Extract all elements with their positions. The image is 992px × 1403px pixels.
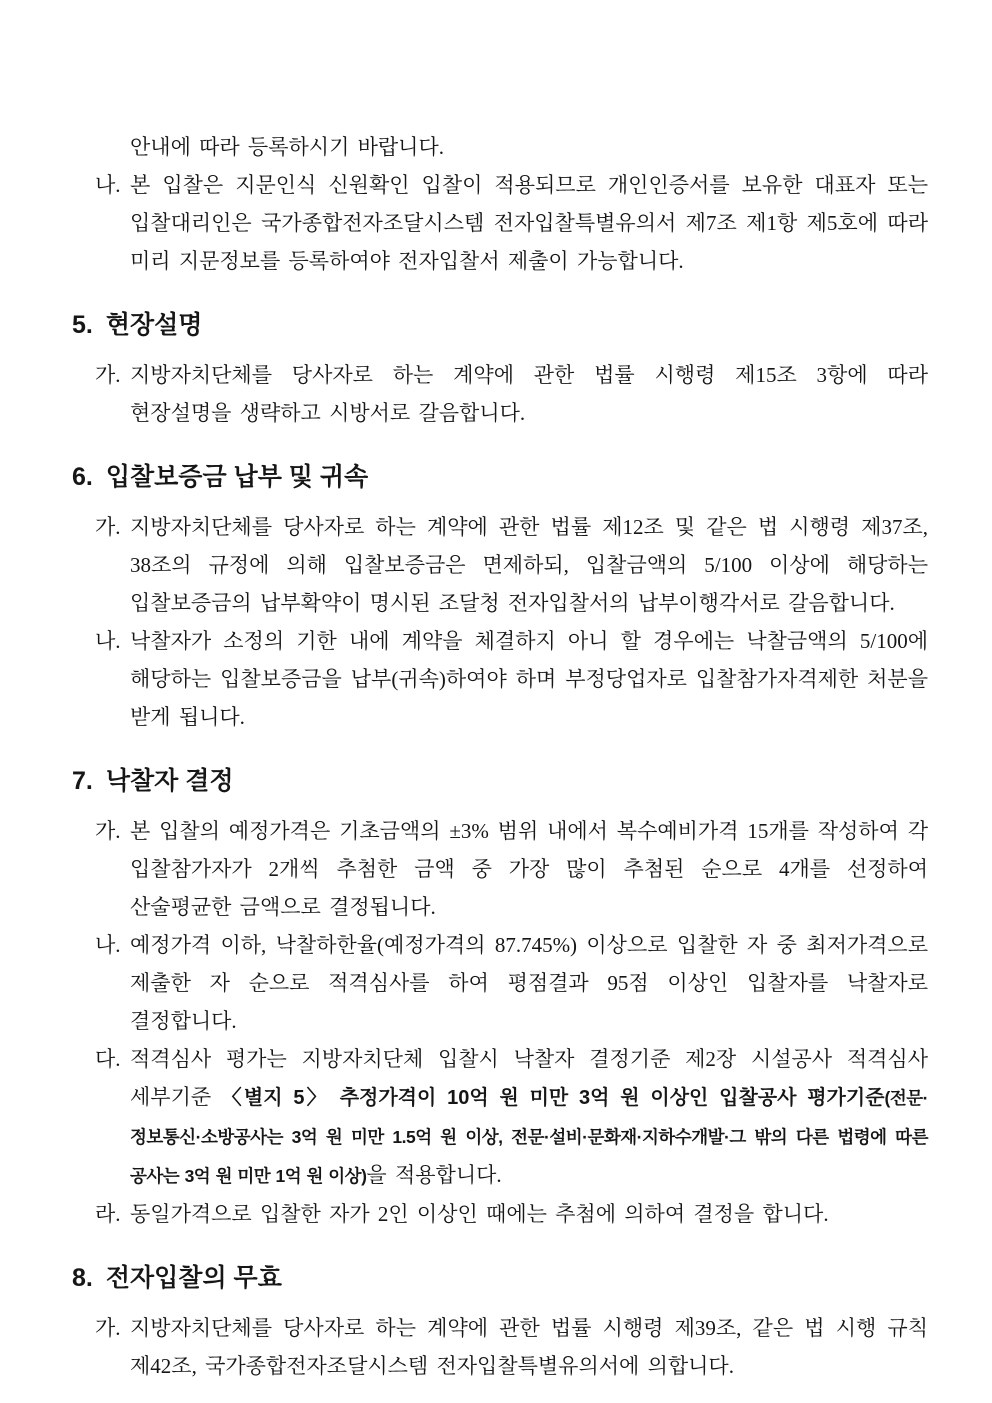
- list-item: [95, 166, 928, 280]
- section-title: 입찰보증금 납부 및 귀속: [105, 463, 369, 491]
- item-text-run-bold: 〈별지 5〉 추정가격이 10억 원 미만 3억 원 이상인 입찰공사 평가기준: [221, 1087, 885, 1109]
- section-number: 6.: [72, 463, 93, 491]
- list-item: [95, 812, 928, 926]
- item-text: 지방자치단체를 당사자로 하는 계약에 관한 법률 시행령 제39조, 같은 법 시행 규칙 제42조, 국가종합전자조달시스템 전자입찰특별유의서에 의합니다.: [130, 1316, 928, 1378]
- section-ebid-invalid: [72, 1259, 928, 1385]
- item-text-run: 을 적용합니다.: [366, 1163, 502, 1187]
- item-text: 낙찰자가 소정의 기한 내에 계약을 체결하지 아니 할 경우에는 낙찰금액의 5/100에 해당하는 입찰보증금을 납부(귀속)하여야 하며 부정당업자로 입찰참가자격제한 처분을 받게 됩니다.: [130, 629, 928, 729]
- item-text: 예정가격 이하, 낙찰하한율(예정가격의 87.745%) 이상으로 입찰한 자 중 최저가격으로 제출한 자 순으로 적격심사를 하여 평점결과 95점 이상인 입찰자를 낙찰자로 결정합니다.: [130, 933, 928, 1033]
- section-title: 낙찰자 결정: [105, 767, 234, 795]
- item-marker: 라.: [95, 1202, 121, 1226]
- item-text: 지방자치단체를 당사자로 하는 계약에 관한 법률 시행령 제15조 3항에 따라 현장설명을 생략하고 시방서로 갈음합니다.: [130, 363, 928, 425]
- section-heading: [72, 458, 928, 496]
- list-item: [95, 356, 928, 432]
- item-marker: 나.: [95, 629, 121, 653]
- item-text: 본 입찰은 지문인식 신원확인 입찰이 적용되므로 개인인증서를 보유한 대표자 또는 입찰대리인은 국가종합전자조달시스템 전자입찰특별유의서 제7조 제1항 제5호에 따라 미리 지문정보를 등록하여야 전자입찰서 제출이 가능합니다.: [130, 173, 928, 273]
- list-item: [95, 508, 928, 622]
- section-heading: [72, 762, 928, 800]
- intro-continuation-line: 안내에 따라 등록하시기 바랍니다.: [130, 135, 445, 159]
- list-item: [95, 1195, 928, 1233]
- section-number: 5.: [72, 311, 93, 339]
- item-marker: 나.: [95, 173, 121, 197]
- item-text: 지방자치단체를 당사자로 하는 계약에 관한 법률 제12조 및 같은 법 시행령 제37조, 38조의 규정에 의해 입찰보증금은 면제하되, 입찰금액의 5/100 이상에 해당하는 입찰보증금의 납부확약이 명시된 조달청 전자입찰서의 납부이행각서로 갈음합니다.: [130, 515, 928, 615]
- section-title: 전자입찰의 무효: [105, 1264, 282, 1292]
- section-winner-decision: [72, 762, 928, 1233]
- item-marker: 나.: [95, 933, 121, 957]
- item-marker: 가.: [95, 363, 121, 387]
- list-item: [95, 1309, 928, 1385]
- section-field-briefing: [72, 306, 928, 432]
- section-heading: [72, 306, 928, 344]
- item-marker: 가.: [95, 1316, 121, 1340]
- section-heading: [72, 1259, 928, 1297]
- list-item: [95, 1040, 928, 1195]
- item-text-run: 적격심사 평가는 지방자치단체 입찰시 낙찰자 결정기준 제2장 시설공사 적격심사 세부기준: [130, 1047, 928, 1109]
- list-item: [95, 622, 928, 736]
- section-number: 7.: [72, 767, 93, 795]
- item-marker: 가.: [95, 819, 121, 843]
- item-marker: 가.: [95, 515, 121, 539]
- item-text-run-bold-small: (전문·정보통신·소방공사는 3억 원 미만 1.5억 원 이상, 전문·설비·문화재·지하수개발·그 밖의 다른 법령에 따른 공사는 3억 원 미만 1억 원 이상): [130, 1088, 928, 1186]
- section-title: 현장설명: [105, 311, 203, 339]
- item-text: 동일가격으로 입찰한 자가 2인 이상인 때에는 추첨에 의하여 결정을 합니다.: [130, 1202, 829, 1226]
- item-marker: 다.: [95, 1047, 121, 1071]
- item-text: 본 입찰의 예정가격은 기초금액의 ±3% 범위 내에서 복수예비가격 15개를 작성하여 각 입찰참가자가 2개씩 추첨한 금액 중 가장 많이 추첨된 순으로 4개를 선정하여 산술평균한 금액으로 결정됩니다.: [130, 819, 928, 919]
- list-item: [95, 926, 928, 1040]
- section-bid-bond: [72, 458, 928, 736]
- section-number: 8.: [72, 1264, 93, 1292]
